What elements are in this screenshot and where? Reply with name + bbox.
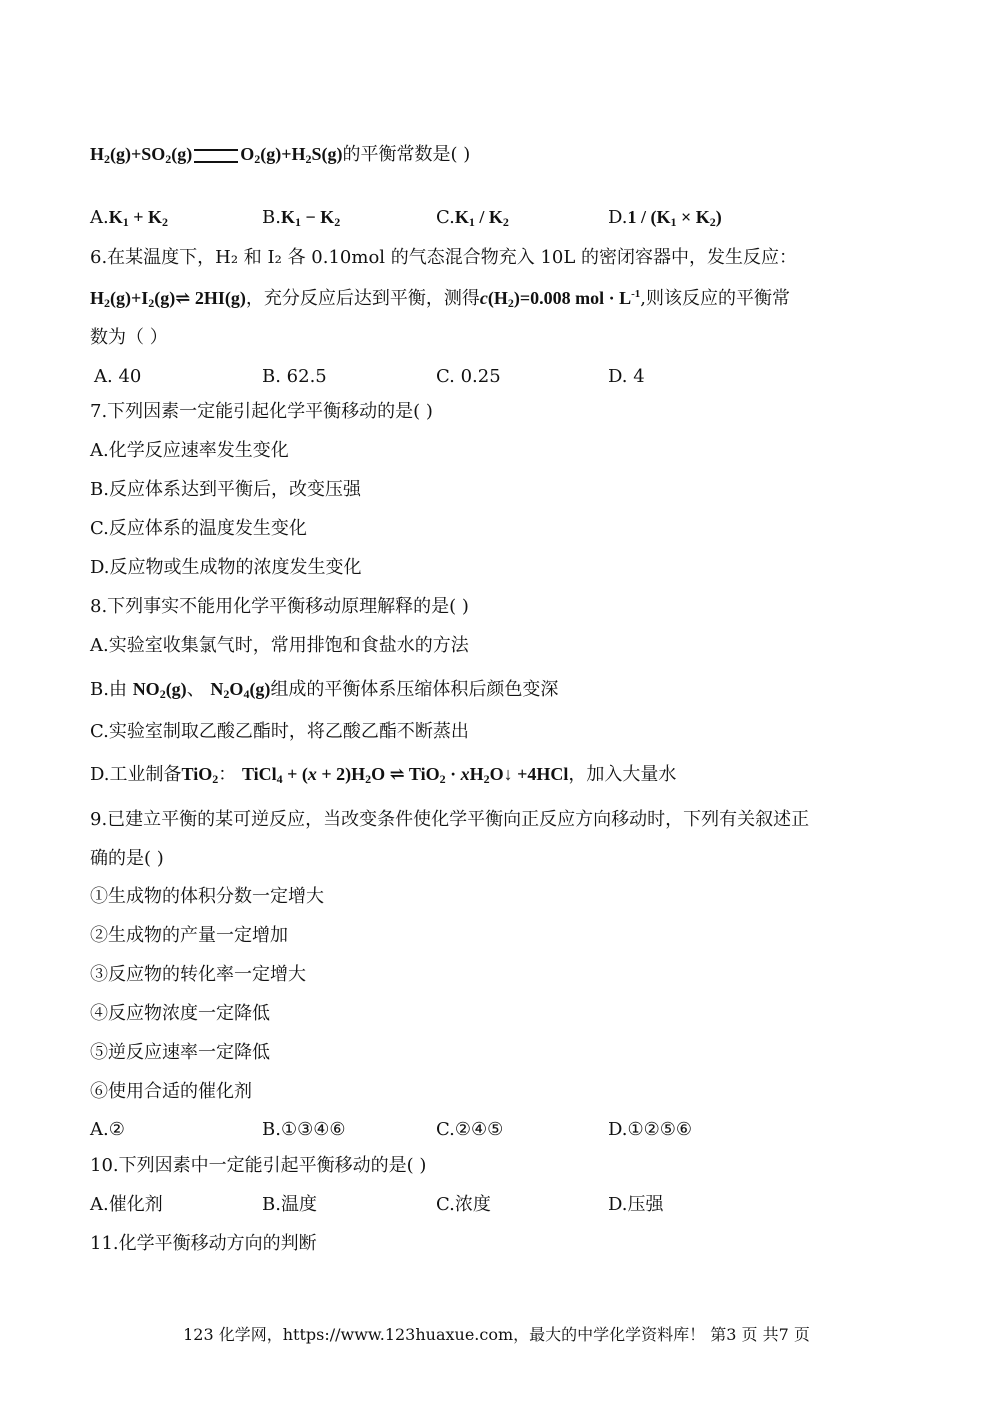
- q9-item-1: ①生成物的体积分数一定增大: [90, 886, 324, 907]
- q8-option-c: C.实验室制取乙酸乙酯时，将乙酸乙酯不断蒸出: [90, 721, 469, 742]
- q11-stem: 11.化学平衡移动方向的判断: [90, 1233, 317, 1254]
- q5-equation: $H_2(g)+SO_2(g)$ $O_2(g)+H_2S(g)$: [90, 144, 343, 166]
- q6-option-d: D. 4: [608, 366, 645, 387]
- q10-option-c: C.浓度: [436, 1194, 491, 1215]
- q6-tail: ,则该反应的平衡常: [640, 288, 791, 309]
- q7-option-b: B.反应体系达到平衡后，改变压强: [90, 479, 361, 500]
- q6-option-c: C. 0.25: [436, 366, 501, 387]
- q5-equation-line: [90, 142, 470, 167]
- q6-option-b: B. 62.5: [262, 366, 327, 387]
- q5-option-c: $C.K_1 / K_2$: [436, 207, 509, 229]
- q9-option-d: D.①②⑤⑥: [608, 1119, 693, 1140]
- q6-concentration: $c(H_2)=0.008$ mol · $L^{-1}$: [479, 288, 641, 310]
- q5-option-a: $A.K_1 + K_2$: [90, 207, 169, 229]
- q7-option-d: D.反应物或生成物的浓度发生变化: [90, 557, 362, 578]
- q9-option-a: A.②: [90, 1119, 125, 1140]
- q5-option-d: $D.1 / (K_1 \times K_2)$: [608, 207, 722, 229]
- q9-item-2: ②生成物的产量一定增加: [90, 925, 288, 946]
- q9-item-5: ⑤逆反应速率一定降低: [90, 1042, 270, 1063]
- q5-tail: 的平衡常数是( ): [342, 144, 471, 165]
- q6-stem-line1: 6.在某温度下，H₂ 和 I₂ 各 0.10mol 的气态混合物充入 10L 的密闭容器中，发生反应：: [90, 247, 798, 268]
- q8-option-d: D.工业制备TiO$_2$： TiCl$_4$ + $(x + 2)H_2O$ ⇌ $TiO_2 \cdot xH_2O↓ +4HCl$，加入大量水: [90, 764, 677, 786]
- q9-option-c: C.②④⑤: [436, 1119, 504, 1140]
- q8-stem: 8.下列事实不能用化学平衡移动原理解释的是( ): [90, 596, 469, 617]
- q5-option-b: $B.K_1 - K_2$: [262, 207, 341, 229]
- q9-item-6: ⑥使用合适的催化剂: [90, 1081, 252, 1102]
- q9-stem-line2: 确的是( ): [90, 848, 164, 869]
- q6-mid: ，充分反应后达到平衡，测得: [245, 288, 480, 309]
- q6-equation: $H_2(g)+I_2(g)\rightleftharpoons$ 2HI(g): [90, 288, 246, 310]
- q9-stem-line1: 9.已建立平衡的某可逆反应，当改变条件使化学平衡向正反应方向移动时，下列有关叙述正: [90, 809, 810, 830]
- q8-option-a: A.实验室收集氯气时，常用排饱和食盐水的方法: [90, 635, 469, 656]
- q9-item-4: ④反应物浓度一定降低: [90, 1003, 270, 1024]
- q7-option-c: C.反应体系的温度发生变化: [90, 518, 307, 539]
- q6-stem-line2: [90, 286, 790, 311]
- q10-option-a: A.催化剂: [90, 1194, 163, 1215]
- q9-item-3: ③反应物的转化率一定增大: [90, 964, 306, 985]
- q7-stem: 7.下列因素一定能引起化学平衡移动的是( ): [90, 401, 433, 422]
- q10-option-d: D.压强: [608, 1194, 664, 1215]
- q7-option-a: A.化学反应速率发生变化: [90, 440, 289, 461]
- q9-option-b: B.①③④⑥: [262, 1119, 346, 1140]
- q6-option-a: A. 40: [94, 366, 142, 387]
- q6-stem-line3: 数为（ ）: [90, 327, 168, 348]
- page-footer: 123 化学网，https://www.123huaxue.com，最大的中学化学资料库！ 第3 页 共7 页: [183, 1325, 810, 1344]
- q10-option-b: B.温度: [262, 1194, 317, 1215]
- q8-option-b: B.由 $NO_2(g)$、 $N_2O_4(g)$组成的平衡体系压缩体积后颜色变深: [90, 679, 559, 701]
- q10-stem: 10.下列因素中一定能引起平衡移动的是( ): [90, 1155, 427, 1176]
